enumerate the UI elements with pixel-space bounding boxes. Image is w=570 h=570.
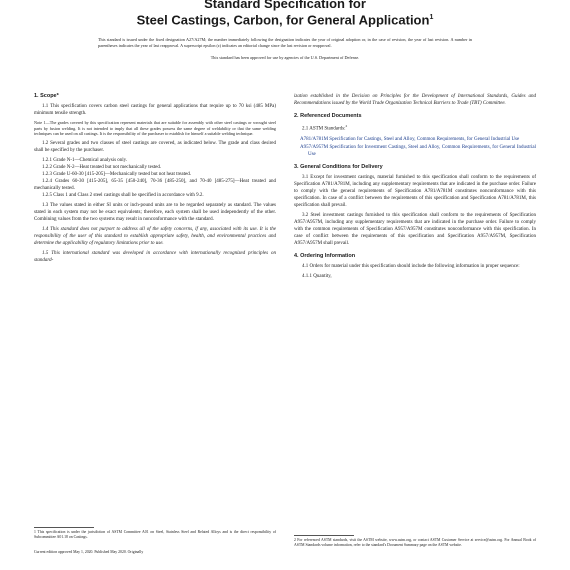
paragraph-4-1: 4.1 Orders for material under this specification should include the following information in proper sequence: [302, 263, 520, 269]
paragraph-1-1: 1.1 This specification covers carbon steel castings for general applications that require up to 70 ksi (485 MPa) minimum tensile strength. [34, 104, 276, 116]
paragraph-1-5: 1.5 This international standard was developed in accordance with internationally recognized principles on standard- [34, 250, 276, 263]
paragraph-1-3: 1.3 The values stated in either SI units or inch-pound units are to be regarded separately as standard. The values stated in each system may not be exact equivalents; therefore, each system shall be used independently of the other. Combining values from the two systems may result in nonconformance with the standard. [34, 202, 276, 222]
footnote-edition: Current edition approved May 1, 2020. Published May 2020. Originally [34, 550, 144, 554]
referenced-standard-a781[interactable]: A781/A781M Specification for Castings, Steel and Alloy, Common Requirements, for General Industrial Use [300, 136, 520, 142]
paragraph-4-1-1: 4.1.1 Quantity, [302, 273, 332, 279]
left-column [34, 93, 276, 280]
title-footnote-marker: 1 [429, 14, 434, 21]
section-heading-referenced-documents: 2. Referenced Documents [294, 113, 362, 119]
paragraph-1-5-continued: ization established in the Decision on Principles for the Development of International Standards, Guides and Recommendations issued by the World Trade Organization Technical Barriers to Trade (TBT) Committee. [294, 94, 536, 106]
paragraph-1-4: 1.4 This standard does not purport to address all of the safety concerns, if any, associated with its use. It is the responsibility of the user of this standard to establish appropriate safety, health, and environmental practices and determine the applicability of regulatory limitations prior to use. [34, 226, 276, 246]
document-title-text: Steel Castings, Carbon, for General Application [136, 12, 430, 28]
document-title-line-2 [34, 11, 536, 27]
paragraph-2-1-text: 2.1 ASTM Standards: [302, 126, 346, 132]
section-heading-scope: 1. Scope* [34, 93, 59, 99]
referenced-standard-a957[interactable]: A957/A957M Specification for Investment Castings, Steel and Alloy, Common Requirements, for General Industrial Use [300, 144, 536, 157]
paragraph-1-2: 1.2 Several grades and two classes of steel castings are covered, as indicated below. The grade and class desired shall be specified by the purchaser. [34, 140, 276, 153]
paragraph-3-1: 3.1 Except for investment castings, material furnished to this specification shall conform to the requirements of Specification A781/A781M, including any supplementary requirements that are indicated in the purchase order. Failure to comply with the general requirements of Specification A781/A781M constitutes nonconformance with this specification. In case of a conflict between the requirements of this specification and Specification A781/A781M, this specification shall prevail. [294, 174, 536, 208]
footnote-2: 2 For referenced ASTM standards, visit the ASTM website, www.astm.org, or contact ASTM Customer Service at service@astm.org. For Annual Book of ASTM Standards volume information, refer to the standard's Document Summary page on the ASTM website. [294, 538, 536, 547]
dod-approval-notice: This standard has been approved for use by agencies of the U.S. Department of Defense. [210, 54, 360, 60]
section-heading-ordering-information: 4. Ordering Information [294, 252, 356, 259]
document-title-line-1: Standard Specification for [204, 0, 366, 11]
section-heading-general-conditions: 3. General Conditions for Delivery [294, 163, 383, 170]
footnote-1: 1 This specification is under the jurisdiction of ASTM Committee A01 on Steel, Stainless Steel and Related Alloys and is the direct responsibility of Subcommittee A01.18 on Castings. [34, 530, 276, 539]
paragraph-1-2-5: 1.2.5 Class 1 and Class 2 steel castings shall be specified in accordance with 9.2. [42, 192, 204, 198]
right-column [294, 93, 536, 280]
paragraph-1-2-2: 1.2.2 Grade N-2—Heat treated but not mechanically tested. [42, 164, 162, 170]
designation-preamble: This standard is issued under the fixed designation A27/A27M; the number immediately following the designation indicates the year of original adoption or, in the case of revision, the year of last revision. A number in parentheses indicates the year of last reapproval. A superscript epsilon (ε) indicates an editorial change since the last revision or reapproval. [98, 37, 472, 48]
two-column-body [34, 93, 536, 280]
paragraph-1-2-4: 1.2.4 Grades 60-30 [415-205], 65-35 [450-240], 70-36 [485-250], and 70-40 [485-275]—Heat treated and mechanically tested. [34, 178, 276, 191]
note-1: Note 1—The grades covered by this specification represent materials that are suitable for assembly with other steel castings or wrought steel parts by fusion welding. It is not intended to imply that all these grades possess the same degree of weldability or that the same welding techniques can be used on all castings. It is the responsibility of the purchaser to establish for himself a suitable welding technique. [34, 120, 276, 137]
paragraph-1-2-3: 1.2.3 Grade U-60-30 [415-205]—Mechanically tested but not heat treated. [42, 171, 191, 177]
paragraph-1-2-1: 1.2.1 Grade N-1—Chemical analysis only. [42, 157, 128, 163]
left-footnote-rule [34, 527, 94, 528]
right-footnote-rule [294, 535, 354, 536]
footnote-2-marker: 2 [345, 124, 348, 128]
paragraph-2-1 [294, 123, 536, 133]
paragraph-3-2: 3.2 Steel investment castings furnished to this specification shall conform to the requirements of Specification A957/A957M, including any supplementary requirements that are indicated in the purchase order. Failure to comply with the common requirements of Specification A957/A957M constitutes nonconformance with this specification. In case of conflict between the requirements of this specification and Specification A957/A957M, Specification A957/A957M shall prevail. [294, 212, 536, 246]
